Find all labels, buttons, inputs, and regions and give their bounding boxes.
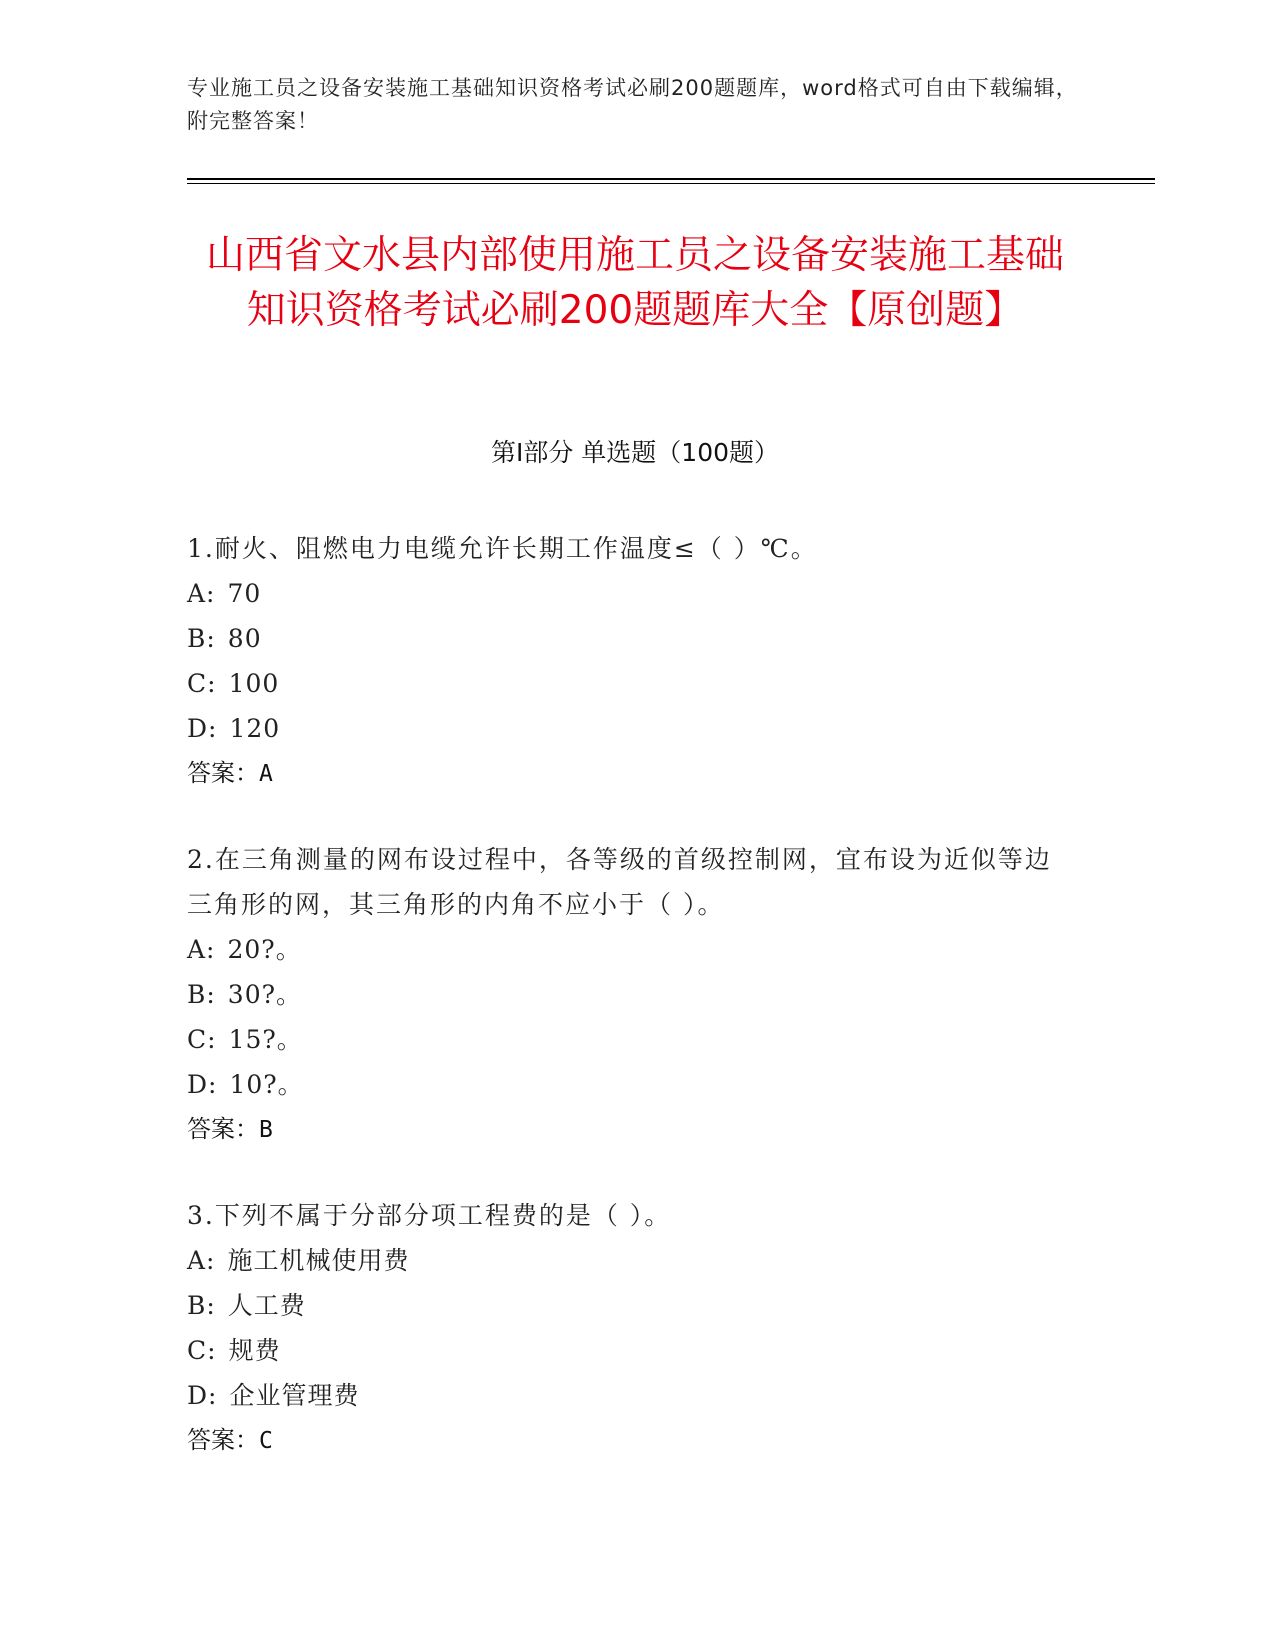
option-text: 20?。 xyxy=(227,935,302,964)
option-letter: D: xyxy=(187,1381,218,1410)
option-text: 80 xyxy=(227,624,262,653)
answer-line xyxy=(187,1107,1067,1153)
option-letter: C: xyxy=(187,669,217,698)
option-c xyxy=(187,661,1067,706)
option-text: 100 xyxy=(228,669,280,698)
option-letter: B: xyxy=(187,980,216,1009)
option-text: 70 xyxy=(227,579,262,608)
option-d xyxy=(187,1373,1067,1418)
option-a xyxy=(187,571,1067,616)
answer-label: 答案： xyxy=(187,1426,259,1454)
option-letter: A: xyxy=(187,579,216,608)
option-letter: D: xyxy=(187,1070,218,1099)
question-stem: 1.耐火、阻燃电力电缆允许长期工作温度≤（ ）℃。 xyxy=(187,534,818,563)
answer-line xyxy=(187,1418,1067,1464)
option-text: 企业管理费 xyxy=(229,1381,360,1410)
question-1 xyxy=(187,526,1067,797)
question-3 xyxy=(187,1193,1067,1464)
document-title: 山西省文水县内部使用施工员之设备安装施工基础知识资格考试必刷200题题库大全【原创题】 xyxy=(205,233,1064,333)
option-letter: B: xyxy=(187,624,216,653)
option-text: 10?。 xyxy=(229,1070,304,1099)
option-a xyxy=(187,927,1067,972)
option-a xyxy=(187,1238,1067,1283)
option-text: 规费 xyxy=(228,1336,281,1365)
header-divider-thin xyxy=(187,183,1155,184)
answer-line xyxy=(187,751,1067,797)
option-letter: A: xyxy=(187,1246,216,1275)
question-2 xyxy=(187,837,1067,1153)
option-b xyxy=(187,1283,1067,1328)
option-letter: C: xyxy=(187,1336,217,1365)
answer-label: 答案： xyxy=(187,759,259,787)
option-text: 施工机械使用费 xyxy=(227,1246,410,1275)
section-heading: 第I部分 单选题（100题） xyxy=(490,438,780,467)
answer-value: A xyxy=(259,761,273,787)
option-text: 15?。 xyxy=(228,1025,303,1054)
option-text: 30?。 xyxy=(227,980,303,1009)
question-stem: 3.下列不属于分部分项工程费的是（ ）。 xyxy=(187,1201,672,1230)
answer-value: B xyxy=(259,1117,273,1143)
option-b xyxy=(187,972,1067,1017)
option-letter: D: xyxy=(187,714,218,743)
option-d xyxy=(187,1062,1067,1107)
option-letter: C: xyxy=(187,1025,217,1054)
option-text: 120 xyxy=(229,714,281,743)
option-letter: B: xyxy=(187,1291,216,1320)
header-note: 专业施工员之设备安装施工基础知识资格考试必刷200题题库，word格式可自由下载编辑，附完整答案！ xyxy=(187,76,1078,133)
answer-label: 答案： xyxy=(187,1115,259,1143)
header-divider-thick xyxy=(187,178,1155,180)
question-list xyxy=(187,526,1067,1504)
option-c xyxy=(187,1017,1067,1062)
option-d xyxy=(187,706,1067,751)
option-letter: A: xyxy=(187,935,216,964)
answer-value: C xyxy=(259,1428,273,1454)
question-stem: 2.在三角测量的网布设过程中，各等级的首级控制网，宜布设为近似等边三角形的网，其三角形的内角不应小于（ ）。 xyxy=(187,845,1052,919)
option-b xyxy=(187,616,1067,661)
option-text: 人工费 xyxy=(227,1291,306,1320)
option-c xyxy=(187,1328,1067,1373)
